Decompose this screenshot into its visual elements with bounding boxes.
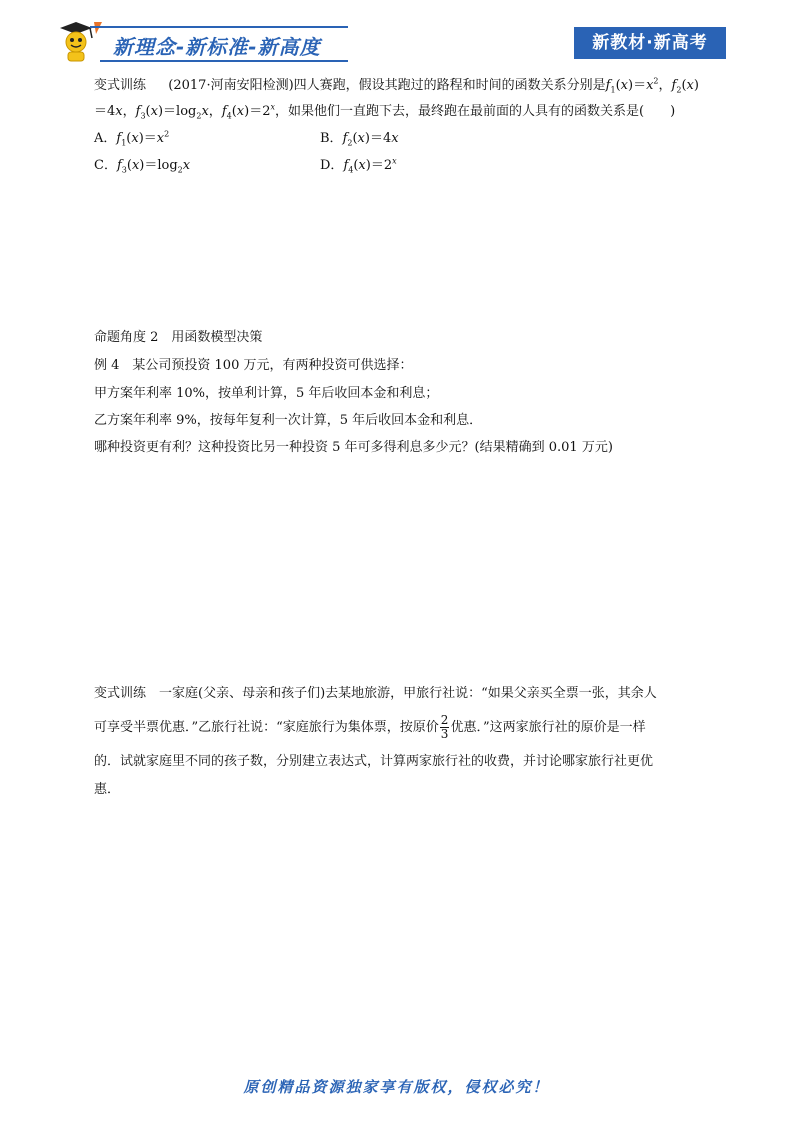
example4-line2: 甲方案年利率 10%，按单利计算，5 年后收回本金和利息； — [94, 386, 439, 401]
example4-line4: 哪种投资更有利？这种投资比另一种投资 5 年可多得利息多少元？(结果精确到 0.01 万元) — [94, 440, 613, 455]
exercise1-line2: ＝4x，$f_3(x)=\log_2x$，$f_4(x)=2^x$，如果他们一直跑下去，最终跑在最前面的人具有的函数关系是( ) — [94, 102, 676, 121]
section-heading: 命题角度 2 用函数模型决策 — [94, 330, 263, 345]
exercise2-line1: 变式训练 一家庭(父亲、母亲和孩子们)去某地旅游，甲旅行社说：“如果父亲买全票一张，其余人 — [94, 686, 657, 701]
exercise2-line2: 可享受半票优惠．”乙旅行社说：“家庭旅行为集体票，按原价 $\frac{2}{3}$ 优惠．”这两家旅行社的原价是一样 — [94, 713, 646, 741]
exercise1-title: 变式训练 — [94, 78, 147, 93]
exercise1-question-end: ，如果他们一直跑下去，最终跑在最前面的人具有的函数关系是( ) — [275, 104, 676, 119]
exercise1-line1: 变式训练 (2017·河南安阳检测)四人赛跑，假设其跑过的路程和时间的函数关系分别是$f_1(x)=x^2$，$f_2(x)$ — [94, 76, 699, 95]
exercise2-line3: 的．试就家庭里不同的孩子数，分别建立表达式，计算两家旅行社的收费，并讨论哪家旅行社更优 — [94, 754, 654, 769]
example4-line1: 例 4 某公司预投资 100 万元，有两种投资可供选择： — [94, 358, 413, 373]
header-underline — [100, 60, 348, 62]
fraction-two-thirds: $\frac{2}{3}$ — [440, 713, 449, 741]
header-slogan: 新理念-新标准-新高度 — [113, 35, 321, 59]
header-badge: 新教材·新高考 — [574, 27, 726, 59]
header-top-rule — [90, 26, 348, 28]
option-b: B．$f_2(x)=4x$ — [320, 131, 399, 148]
exercise1-source: (2017·河南安阳检测)四人赛跑，假设其跑过的路程和时间的函数关系分别是 — [168, 78, 606, 93]
option-d: D．$f_4(x)=2^x$ — [320, 156, 397, 175]
footer-copyright: 原创精品资源独家享有版权，侵权必究！ — [243, 1078, 550, 1096]
option-c: C．$f_3(x)=\log_2x$ — [94, 158, 191, 175]
example4-line3: 乙方案年利率 9%，按每年复利一次计算，5 年后收回本金和利息． — [94, 413, 483, 428]
mascot-logo-icon — [56, 18, 104, 64]
option-a: A．$f_1(x)=x^2$ — [94, 129, 170, 148]
exercise2-line4: 惠． — [94, 782, 121, 797]
